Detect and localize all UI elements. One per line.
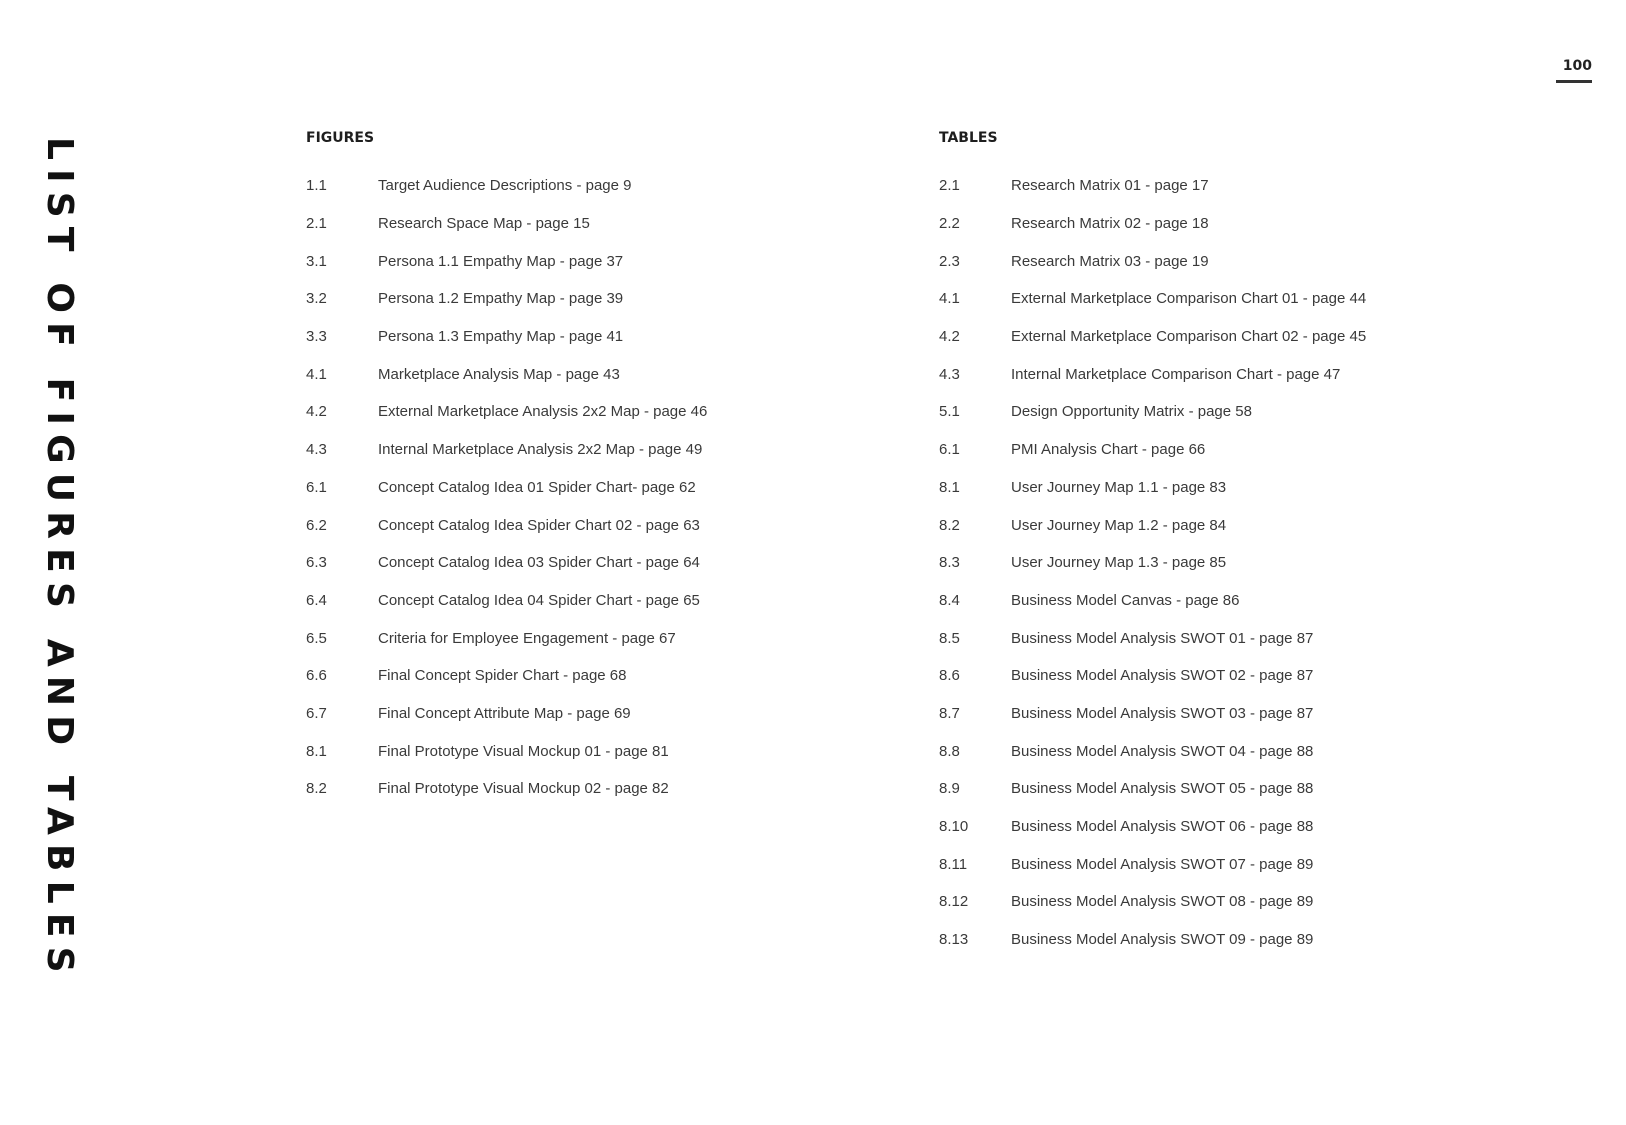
figure-entry bbox=[306, 619, 866, 657]
figure-entry bbox=[306, 355, 866, 393]
entry-number: 4.3 bbox=[306, 441, 327, 459]
figure-entry bbox=[306, 205, 866, 243]
table-entry bbox=[939, 167, 1559, 205]
entry-number: 3.3 bbox=[306, 328, 327, 346]
entry-number: 6.2 bbox=[306, 516, 327, 534]
entry-number: 5.1 bbox=[939, 403, 960, 421]
table-entry bbox=[939, 469, 1559, 507]
entry-title: Persona 1.2 Empathy Map - page 39 bbox=[378, 290, 624, 308]
entry-title: Persona 1.1 Empathy Map - page 37 bbox=[378, 252, 624, 270]
entry-title: Business Model Analysis SWOT 04 - page 88 bbox=[1011, 742, 1314, 760]
entry-title: Target Audience Descriptions - page 9 bbox=[378, 177, 632, 195]
figure-entry bbox=[306, 242, 866, 280]
table-entry bbox=[939, 845, 1559, 883]
entry-title: Marketplace Analysis Map - page 43 bbox=[378, 365, 620, 383]
entry-number: 3.1 bbox=[306, 252, 327, 270]
entry-title: Persona 1.3 Empathy Map - page 41 bbox=[378, 328, 624, 346]
entry-number: 4.2 bbox=[306, 403, 327, 421]
table-entry bbox=[939, 355, 1559, 393]
entry-title: External Marketplace Analysis 2x2 Map - page 46 bbox=[378, 403, 708, 421]
entry-title: Business Model Analysis SWOT 07 - page 89 bbox=[1011, 855, 1314, 873]
entry-number: 2.1 bbox=[939, 177, 960, 195]
entry-title: Business Model Analysis SWOT 03 - page 87 bbox=[1011, 704, 1314, 722]
entry-number: 4.1 bbox=[306, 365, 327, 383]
table-entry bbox=[939, 506, 1559, 544]
entry-title: External Marketplace Comparison Chart 02 - page 45 bbox=[1011, 328, 1367, 346]
entry-title: Business Model Analysis SWOT 09 - page 89 bbox=[1011, 931, 1314, 949]
figure-entry bbox=[306, 280, 866, 318]
entry-number: 4.1 bbox=[939, 290, 960, 308]
table-entry bbox=[939, 770, 1559, 808]
entry-title: Final Concept Spider Chart - page 68 bbox=[378, 667, 627, 685]
table-entry bbox=[939, 431, 1559, 469]
entry-title: Business Model Analysis SWOT 01 - page 87 bbox=[1011, 629, 1314, 647]
page-number: 100 bbox=[1562, 58, 1592, 74]
table-entry bbox=[939, 883, 1559, 921]
entry-number: 8.6 bbox=[939, 667, 960, 685]
entry-number: 8.7 bbox=[939, 704, 960, 722]
entry-number: 6.1 bbox=[939, 441, 960, 459]
table-entry bbox=[939, 732, 1559, 770]
table-entry bbox=[939, 544, 1559, 582]
figures-list bbox=[306, 167, 866, 808]
figure-entry bbox=[306, 582, 866, 620]
entry-title: Final Prototype Visual Mockup 02 - page 82 bbox=[378, 780, 669, 798]
figure-entry bbox=[306, 657, 866, 695]
figure-entry bbox=[306, 318, 866, 356]
entry-number: 6.3 bbox=[306, 554, 327, 572]
entry-title: Criteria for Employee Engagement - page 67 bbox=[378, 629, 676, 647]
figure-entry bbox=[306, 469, 866, 507]
entry-title: Business Model Analysis SWOT 06 - page 88 bbox=[1011, 818, 1314, 836]
entry-title: User Journey Map 1.3 - page 85 bbox=[1011, 554, 1227, 572]
entry-title: Business Model Analysis SWOT 08 - page 89 bbox=[1011, 893, 1314, 911]
page-number-underline bbox=[1556, 80, 1592, 83]
figure-entry bbox=[306, 393, 866, 431]
entry-number: 6.5 bbox=[306, 629, 327, 647]
figures-section bbox=[306, 129, 866, 808]
entry-number: 4.3 bbox=[939, 365, 960, 383]
figure-entry bbox=[306, 431, 866, 469]
table-entry bbox=[939, 582, 1559, 620]
entry-number: 8.9 bbox=[939, 780, 960, 798]
tables-heading: TABLES bbox=[939, 130, 998, 146]
entry-title: Design Opportunity Matrix - page 58 bbox=[1011, 403, 1252, 421]
entry-title: User Journey Map 1.2 - page 84 bbox=[1011, 516, 1227, 534]
tables-section bbox=[939, 129, 1559, 958]
table-entry bbox=[939, 695, 1559, 733]
table-entry bbox=[939, 808, 1559, 846]
entry-number: 8.5 bbox=[939, 629, 960, 647]
table-entry bbox=[939, 205, 1559, 243]
entry-number: 8.13 bbox=[939, 931, 969, 949]
figure-entry bbox=[306, 167, 866, 205]
entry-number: 8.1 bbox=[939, 478, 960, 496]
table-entry bbox=[939, 242, 1559, 280]
entry-title: Final Concept Attribute Map - page 69 bbox=[378, 704, 631, 722]
entry-number: 8.3 bbox=[939, 554, 960, 572]
entry-number: 6.4 bbox=[306, 591, 327, 609]
entry-title: Concept Catalog Idea Spider Chart 02 - page 63 bbox=[378, 516, 700, 534]
entry-number: 6.7 bbox=[306, 704, 327, 722]
entry-title: Internal Marketplace Comparison Chart - page 47 bbox=[1011, 365, 1341, 383]
entry-number: 2.1 bbox=[306, 215, 327, 233]
entry-title: User Journey Map 1.1 - page 83 bbox=[1011, 478, 1227, 496]
page-title: LIST OF FIGURES AND TABLES bbox=[39, 137, 80, 982]
entry-number: 8.4 bbox=[939, 591, 960, 609]
entry-number: 8.11 bbox=[939, 855, 968, 873]
entry-number: 3.2 bbox=[306, 290, 327, 308]
entry-title: Research Matrix 01 - page 17 bbox=[1011, 177, 1209, 195]
entry-title: Research Matrix 02 - page 18 bbox=[1011, 215, 1209, 233]
entry-number: 6.6 bbox=[306, 667, 327, 685]
entry-number: 4.2 bbox=[939, 328, 960, 346]
entry-number: 8.2 bbox=[306, 780, 327, 798]
entry-number: 2.3 bbox=[939, 252, 960, 270]
entry-title: Internal Marketplace Analysis 2x2 Map - page 49 bbox=[378, 441, 703, 459]
entry-number: 8.1 bbox=[306, 742, 327, 760]
table-entry bbox=[939, 393, 1559, 431]
entry-title: Business Model Canvas - page 86 bbox=[1011, 591, 1240, 609]
entry-title: External Marketplace Comparison Chart 01 - page 44 bbox=[1011, 290, 1367, 308]
entry-title: Final Prototype Visual Mockup 01 - page 81 bbox=[378, 742, 669, 760]
entry-number: 8.12 bbox=[939, 893, 969, 911]
figure-entry bbox=[306, 732, 866, 770]
table-entry bbox=[939, 280, 1559, 318]
entry-title: PMI Analysis Chart - page 66 bbox=[1011, 441, 1206, 459]
figure-entry bbox=[306, 695, 866, 733]
figure-entry bbox=[306, 544, 866, 582]
figures-heading: FIGURES bbox=[306, 130, 375, 146]
entry-number: 1.1 bbox=[306, 177, 327, 195]
entry-number: 8.2 bbox=[939, 516, 960, 534]
table-entry bbox=[939, 657, 1559, 695]
table-entry bbox=[939, 619, 1559, 657]
tables-list bbox=[939, 167, 1559, 958]
entry-title: Concept Catalog Idea 01 Spider Chart- page 62 bbox=[378, 478, 696, 496]
entry-number: 2.2 bbox=[939, 215, 960, 233]
entry-title: Business Model Analysis SWOT 02 - page 87 bbox=[1011, 667, 1314, 685]
entry-title: Business Model Analysis SWOT 05 - page 88 bbox=[1011, 780, 1314, 798]
table-entry bbox=[939, 921, 1559, 959]
entry-title: Concept Catalog Idea 03 Spider Chart - page 64 bbox=[378, 554, 700, 572]
figure-entry bbox=[306, 506, 866, 544]
entry-number: 8.10 bbox=[939, 818, 969, 836]
entry-title: Research Matrix 03 - page 19 bbox=[1011, 252, 1209, 270]
figure-entry bbox=[306, 770, 866, 808]
entry-number: 8.8 bbox=[939, 742, 960, 760]
entry-number: 6.1 bbox=[306, 478, 327, 496]
table-entry bbox=[939, 318, 1559, 356]
entry-title: Concept Catalog Idea 04 Spider Chart - page 65 bbox=[378, 591, 700, 609]
entry-title: Research Space Map - page 15 bbox=[378, 215, 590, 233]
